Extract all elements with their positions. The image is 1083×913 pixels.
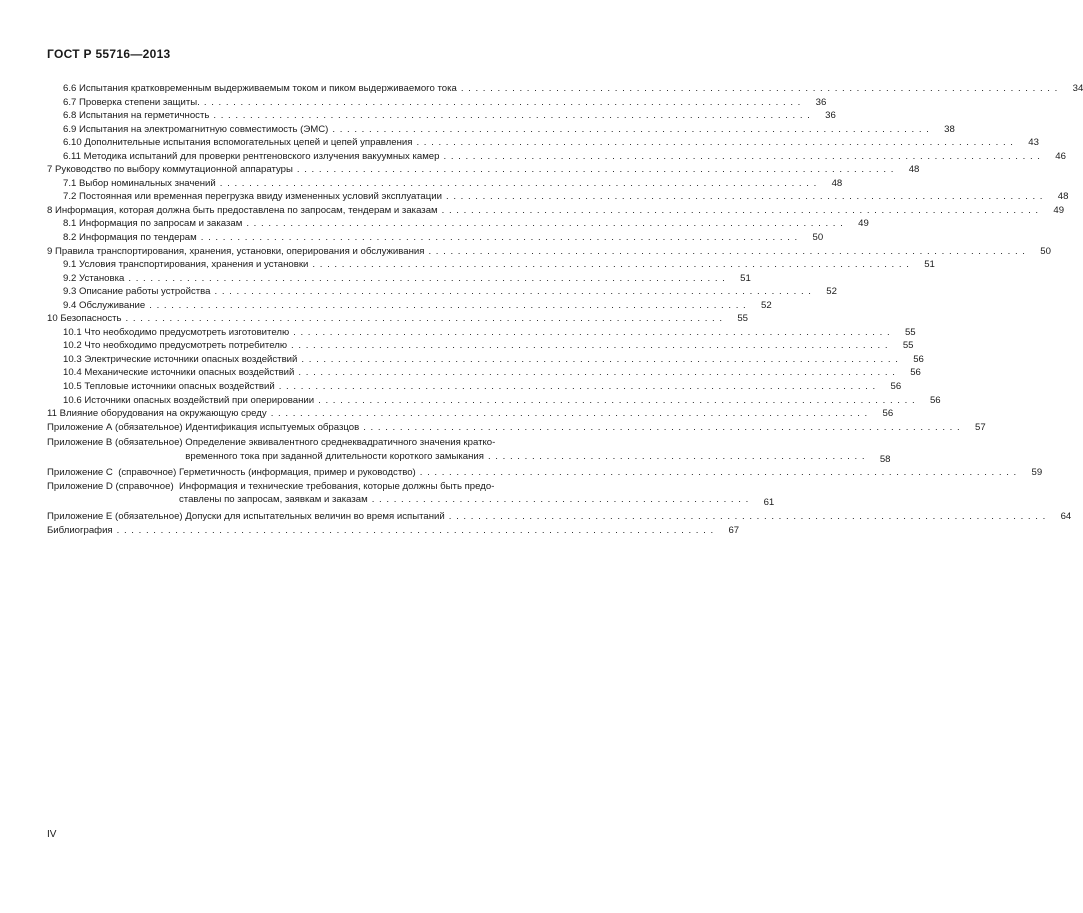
toc-leader-dots bbox=[301, 353, 897, 367]
toc-leader-dots bbox=[293, 326, 889, 340]
toc-entry-line1: Информация и технические требования, которые должны быть предо- bbox=[179, 480, 495, 492]
toc-entry[interactable] bbox=[47, 366, 921, 380]
toc-leader-dots bbox=[318, 394, 914, 408]
toc-entry-title: Приложение С (справочное) Герметичность (информация, пример и руководство) bbox=[47, 467, 416, 479]
toc-entry-title: 10 Безопасность bbox=[47, 313, 122, 325]
toc-entry-title: 10.2 Что необходимо предусмотреть потребителю bbox=[63, 340, 288, 352]
toc-leader-dots bbox=[271, 407, 867, 421]
toc-page-number: 48 bbox=[908, 164, 920, 176]
toc-leader-dots bbox=[428, 245, 1024, 259]
toc-page-number: 49 bbox=[858, 218, 869, 230]
toc-entry[interactable] bbox=[47, 245, 1051, 259]
toc-leader-dots bbox=[128, 272, 724, 286]
toc-entry-title: 6.7 Проверка степени защиты. bbox=[63, 96, 200, 108]
toc-entry[interactable] bbox=[47, 353, 924, 367]
toc-leader-dots bbox=[220, 177, 816, 191]
toc-leader-dots bbox=[461, 82, 1057, 96]
toc-page-number: 56 bbox=[929, 394, 941, 406]
toc-entry[interactable] bbox=[47, 82, 1083, 96]
toc-page-number: 50 bbox=[812, 232, 824, 244]
toc-entry[interactable] bbox=[47, 231, 824, 245]
toc-page-number: 59 bbox=[1031, 467, 1043, 479]
toc-main-entries bbox=[47, 82, 1083, 434]
toc-page-number: 52 bbox=[826, 286, 837, 298]
toc-page-number: 52 bbox=[761, 299, 772, 311]
toc-leader-dots bbox=[442, 204, 1038, 218]
toc-leader-dots bbox=[204, 96, 800, 110]
toc-entry-title: 10.4 Механические источники опасных воздействий bbox=[63, 367, 295, 379]
toc-entry-appendix-c[interactable] bbox=[47, 466, 1043, 480]
toc-entry-line2: ставлены по запросам, заявкам и заказам bbox=[179, 494, 368, 506]
toc-page-number: 49 bbox=[1053, 204, 1065, 216]
document-header: ГОСТ Р 55716—2013 bbox=[47, 47, 171, 61]
toc-page-number: 36 bbox=[815, 96, 827, 108]
toc-page-number: 55 bbox=[737, 313, 749, 325]
toc-entry-title: 10.6 Источники опасных воздействий при оперировании bbox=[63, 394, 315, 406]
toc-leader-dots bbox=[332, 123, 928, 137]
toc-entry-line1: Определение эквивалентного среднеквадратичного значения кратко- bbox=[185, 437, 496, 449]
toc-leader-dots bbox=[420, 466, 1016, 480]
toc-entry-title: 6.11 Методика испытаний для проверки рентгеновского излучения вакуумных камер bbox=[63, 150, 440, 162]
toc-entry-title: Библиография bbox=[47, 524, 113, 536]
toc-entry-title: 6.8 Испытания на герметичность bbox=[63, 110, 210, 122]
toc-entry-title: 9.1 Условия транспортирования, хранения и установки bbox=[63, 259, 309, 271]
toc-entry[interactable] bbox=[47, 272, 751, 286]
toc-page-number: 38 bbox=[944, 123, 955, 135]
toc-entry[interactable] bbox=[47, 524, 740, 538]
toc-entry-title: Приложение Е (обязательное) Допуски для испытательных величин во время испытаний bbox=[47, 510, 445, 522]
toc-page-number: 57 bbox=[975, 421, 986, 433]
toc-entry[interactable] bbox=[47, 109, 836, 123]
toc-page-number: 46 bbox=[1055, 150, 1066, 162]
toc-leader-dots bbox=[117, 524, 713, 538]
toc-page-number: 48 bbox=[1057, 191, 1069, 203]
toc-entry[interactable] bbox=[47, 204, 1065, 218]
toc-entry[interactable] bbox=[47, 150, 1066, 164]
toc-entry-title: 10.1 Что необходимо предусмотреть изготовителю bbox=[63, 326, 290, 338]
toc-entry-title: 6.6 Испытания кратковременным выдерживаемым током и пиком выдерживаемого тока bbox=[63, 83, 457, 94]
toc-tail-entries bbox=[47, 510, 1072, 537]
toc-page-number: 55 bbox=[902, 340, 914, 352]
toc-entry-title: 11 Влияние оборудования на окружающую среду bbox=[47, 408, 267, 420]
toc-entry[interactable] bbox=[47, 163, 920, 177]
toc-page-number: 51 bbox=[740, 272, 751, 284]
toc-entry-title: 6.10 Дополнительные испытания вспомогательных цепей и цепей управления bbox=[63, 137, 413, 149]
toc-entry-prefix: Приложение D (справочное) bbox=[47, 480, 179, 492]
toc-entry-title: 8.1 Информация по запросам и заказам bbox=[63, 218, 243, 230]
toc-entry-prefix: Приложение В (обязательное) bbox=[47, 437, 186, 449]
toc-leader-dots bbox=[449, 510, 1045, 524]
toc-page-number: 56 bbox=[910, 367, 921, 379]
toc-entry-title: Приложение А (обязательное) Идентификация испытуемых образцов bbox=[47, 421, 360, 433]
toc-entry[interactable] bbox=[47, 190, 1069, 204]
toc-page-number: 34 bbox=[1072, 83, 1083, 94]
toc-entry[interactable] bbox=[47, 339, 914, 353]
toc-entry[interactable] bbox=[47, 326, 916, 340]
toc-leader-dots bbox=[312, 258, 908, 272]
toc-entry-title: 7 Руководство по выбору коммутационной аппаратуры bbox=[47, 164, 293, 176]
toc-leader-dots bbox=[488, 450, 865, 464]
toc-page-number: 43 bbox=[1028, 137, 1039, 149]
toc-leader-dots bbox=[372, 493, 749, 507]
toc-entry[interactable] bbox=[47, 258, 935, 272]
toc-page-number: 36 bbox=[825, 110, 836, 122]
toc-entry-title: 9.3 Описание работы устройства bbox=[63, 286, 211, 298]
toc-leader-dots bbox=[279, 380, 875, 394]
toc-page-number: 51 bbox=[924, 259, 935, 271]
toc-entry[interactable] bbox=[47, 123, 955, 137]
toc-entry-title: 7.1 Выбор номинальных значений bbox=[63, 177, 216, 189]
toc-entry-title: 10.5 Тепловые источники опасных воздействий bbox=[63, 381, 275, 393]
page-number-footer: IV bbox=[47, 829, 57, 840]
toc-page-number: 48 bbox=[831, 177, 843, 189]
toc-entry[interactable] bbox=[47, 299, 772, 313]
toc-entry-appendix-d[interactable] bbox=[47, 480, 775, 509]
toc-page-number: 61 bbox=[763, 497, 775, 509]
toc-entry[interactable] bbox=[47, 312, 749, 326]
toc-leader-dots bbox=[416, 136, 1012, 150]
toc-entry[interactable] bbox=[47, 217, 869, 231]
toc-page-number: 67 bbox=[728, 524, 740, 536]
toc-leader-dots bbox=[126, 312, 722, 326]
toc-leader-dots bbox=[363, 421, 959, 435]
toc-entry[interactable] bbox=[47, 177, 843, 191]
toc-leader-dots bbox=[443, 150, 1039, 164]
toc-entry-title: 6.9 Испытания на электромагнитную совместимость (ЭМС) bbox=[63, 123, 329, 135]
toc-entry[interactable] bbox=[47, 510, 1072, 524]
toc-entry-appendix-b[interactable] bbox=[47, 436, 891, 465]
toc-entry-title: 10.3 Электрические источники опасных воздействий bbox=[63, 353, 298, 365]
toc-entry-title: 9.2 Установка bbox=[63, 272, 125, 284]
toc-leader-dots bbox=[149, 299, 745, 313]
toc-page-number: 58 bbox=[879, 453, 891, 465]
toc-leader-dots bbox=[297, 163, 893, 177]
toc-leader-dots bbox=[446, 190, 1042, 204]
toc-entry-title: 8.2 Информация по тендерам bbox=[63, 232, 197, 244]
toc-leader-dots bbox=[213, 109, 809, 123]
toc-entry-title: 8 Информация, которая должна быть предоставлена по запросам, тендерам и заказам bbox=[47, 204, 438, 216]
toc-entry-line2: временного тока при заданной длительности короткого замыкания bbox=[185, 450, 484, 462]
toc-entry[interactable] bbox=[47, 421, 986, 435]
toc-leader-dots bbox=[214, 285, 810, 299]
toc-page-number: 50 bbox=[1040, 245, 1051, 257]
toc-leader-dots bbox=[201, 231, 797, 245]
toc-entry-title: 9 Правила транспортирования, хранения, установки, оперирования и обслуживания bbox=[47, 245, 425, 257]
toc-leader-dots bbox=[291, 339, 887, 353]
toc-page-number: 56 bbox=[882, 408, 894, 420]
toc-entry-title: 9.4 Обслуживание bbox=[63, 299, 146, 311]
toc-leader-dots bbox=[246, 217, 842, 231]
toc-page-number: 55 bbox=[904, 326, 916, 338]
toc-entry[interactable] bbox=[47, 407, 894, 421]
toc-page-number: 64 bbox=[1060, 510, 1072, 522]
toc-page-number: 56 bbox=[890, 381, 902, 393]
toc-entry[interactable] bbox=[47, 380, 902, 394]
toc-entry-title: 7.2 Постоянная или временная перегрузка ввиду измененных условий эксплуатации bbox=[63, 191, 442, 203]
toc-entry[interactable] bbox=[47, 394, 941, 408]
toc-leader-dots bbox=[298, 366, 894, 380]
toc-entry[interactable] bbox=[47, 136, 1039, 150]
table-of-contents bbox=[47, 82, 1083, 537]
toc-page-number: 56 bbox=[913, 353, 924, 365]
toc-entry[interactable] bbox=[47, 285, 837, 299]
toc-entry[interactable] bbox=[47, 96, 827, 110]
